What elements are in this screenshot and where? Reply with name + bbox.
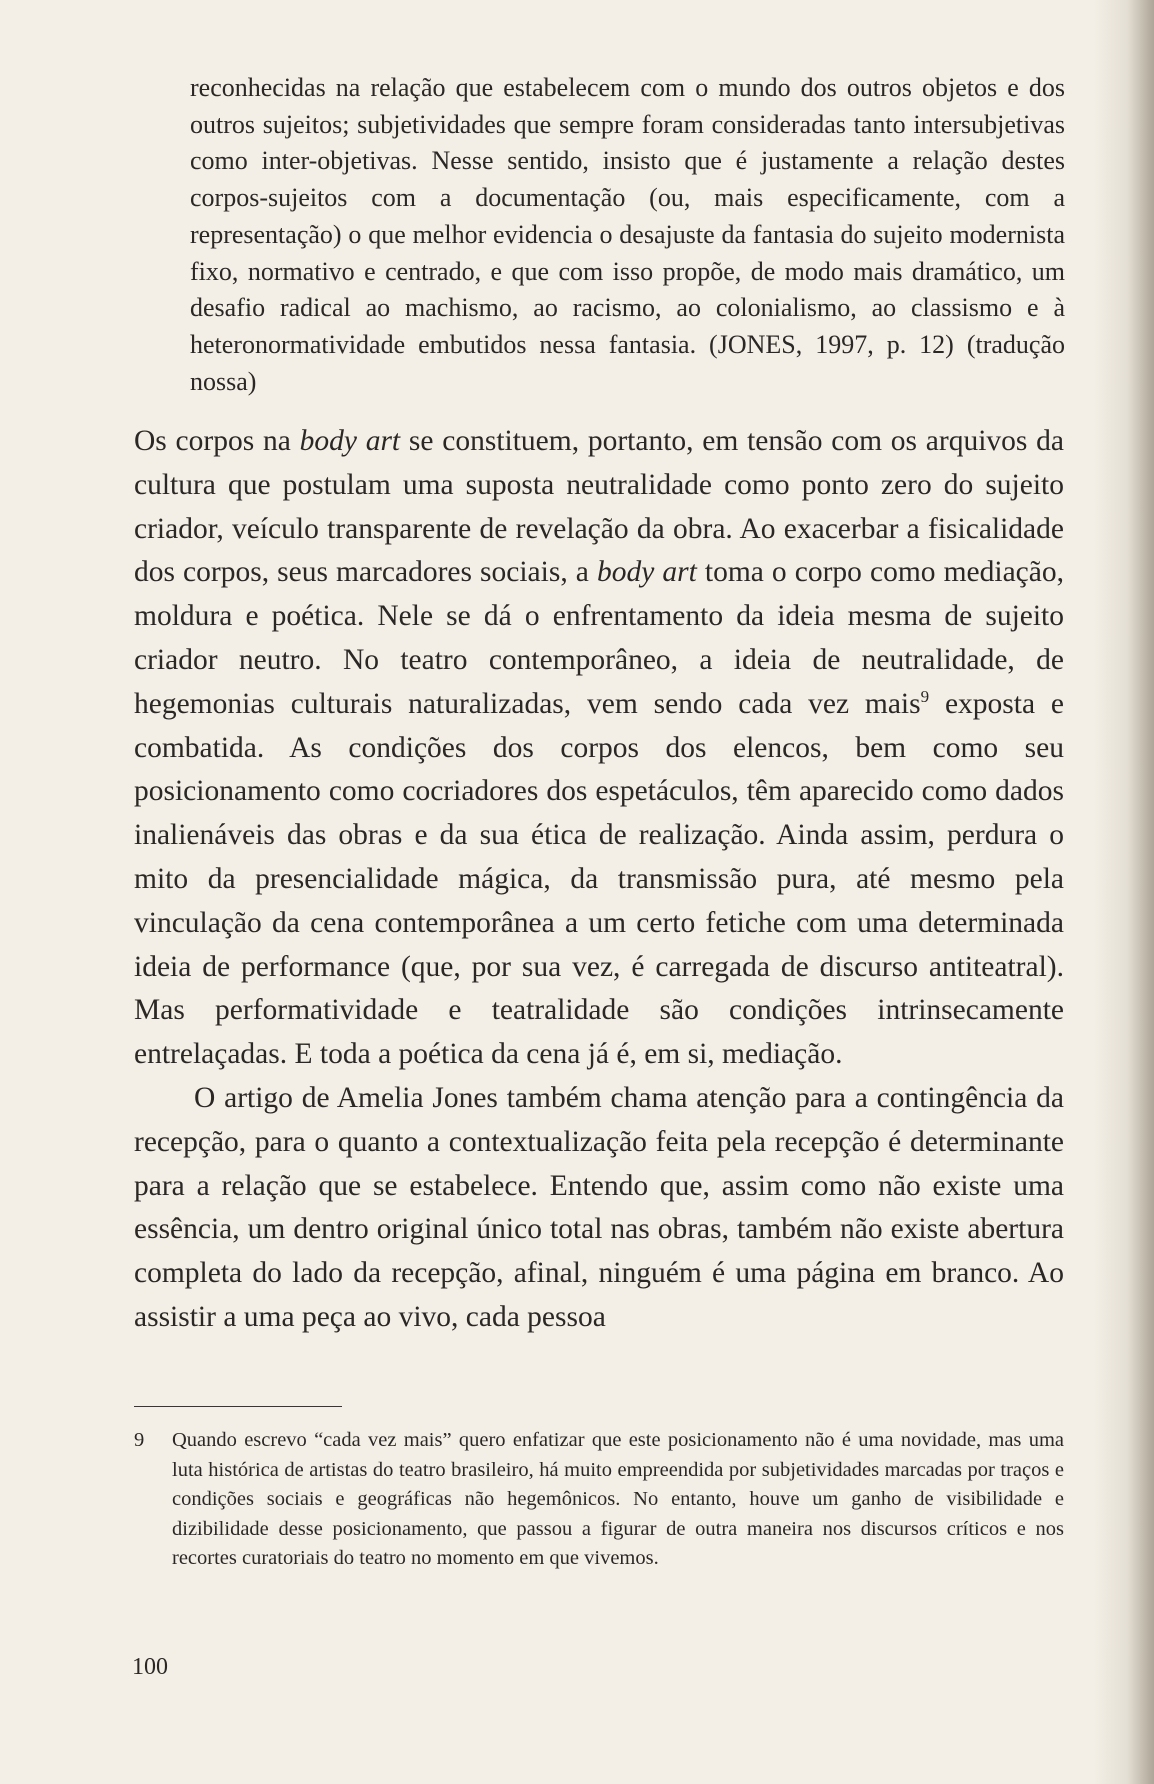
page-number: 100 [132,1654,168,1680]
paragraph-1-part-3: toma o corpo como mediação, moldura e poética. Nele se dá o enfrentamento da ideia mesma de sujeito criador neutro. No teatro contemporâneo, a ideia de neutralidade, de hegemonias culturais naturalizadas, vem sendo cada vez mais [134,556,1064,720]
footnote-number: 9 [134,1429,145,1451]
block-quote: reconhecidas na relação que estabelecem com o mundo dos outros objetos e dos outros sujeitos; subjetividades que sempre foram consideradas tanto intersubjetivas como inter-objetivas. Nesse sentido, insisto que é justamente a relação destes corpos-sujeitos com a documentação (ou, mais especificamente, com a representação) o que melhor evidencia o desajuste da fantasia do sujeito modernista fixo, normativo e centrado, e que com isso propõe, de modo mais dramático, um desafio radical ao machismo, ao racismo, ao colonialismo, ao classismo e à heteronormatividade embutidos nessa fantasia. (JONES, 1997, p. 12) (tradução nossa) [190,73,1065,396]
footnote [134,1426,1064,1574]
footnote-reference[interactable]: 9 [920,686,930,706]
footnote-text: Quando escrevo “cada vez mais” quero enfatizar que este posicionamento não é uma novidade, mas uma luta histórica de artistas do teatro brasileiro, há muito empreendida por subjetividades marcadas por traços e condições sociais e geográficas não hegemônicos. No entanto, houve um ganho de visibilidade e dizibilidade desse posicionamento, que passou a figurar de outra maneira nos discursos críticos e nos recortes curatoriais do teatro no momento em que vivemos. [172,1429,1064,1570]
paragraph-1 [134,420,1064,1077]
paragraph-1-part-4: exposta e combatida. As condições dos corpos dos elencos, bem como seu posicionamento como cocriadores dos espetáculos, têm aparecido como dados inalienáveis das obras e da sua ética de realização. Ainda assim, perdura o mito da presencialidade mágica, da transmissão pura, até mesmo pela vinculação da cena contemporânea a um certo fetiche com uma determinada ideia de performance (que, por sua vez, é carregada de discurso antiteatral). Mas performatividade e teatralidade são condições intrinsecamente entrelaçadas. E toda a poética da cena já é, em si, mediação. [134,687,1064,1071]
main-text [134,420,1064,1340]
footnote-divider [134,1406,342,1407]
italic-term-body-art: body art [299,425,401,457]
paragraph-2: O artigo de Amelia Jones também chama atenção para a contingência da recepção, para o quanto a contextualização feita pela recepção é determinante para a relação que se estabelece. Entendo que, assim como não existe uma essência, um dentro original único total nas obras, também não existe abertura completa do lado da recepção, afinal, ninguém é uma página em branco. Ao assistir a uma peça ao vivo, cada pessoa [134,1081,1064,1333]
paragraph-1-part-2: se constituem, portanto, em tensão com os arquivos da cultura que postulam uma suposta neutralidade como ponto zero do sujeito criador, veículo transparente de revelação da obra. Ao exacerbar a fisicalidade dos corpos, seus marcadores sociais, a [134,425,1064,589]
italic-term-body-art-2: body art [596,556,697,589]
page-edge-shadow [1094,0,1154,1784]
paragraph-1-part-1: Os corpos na [134,425,300,457]
